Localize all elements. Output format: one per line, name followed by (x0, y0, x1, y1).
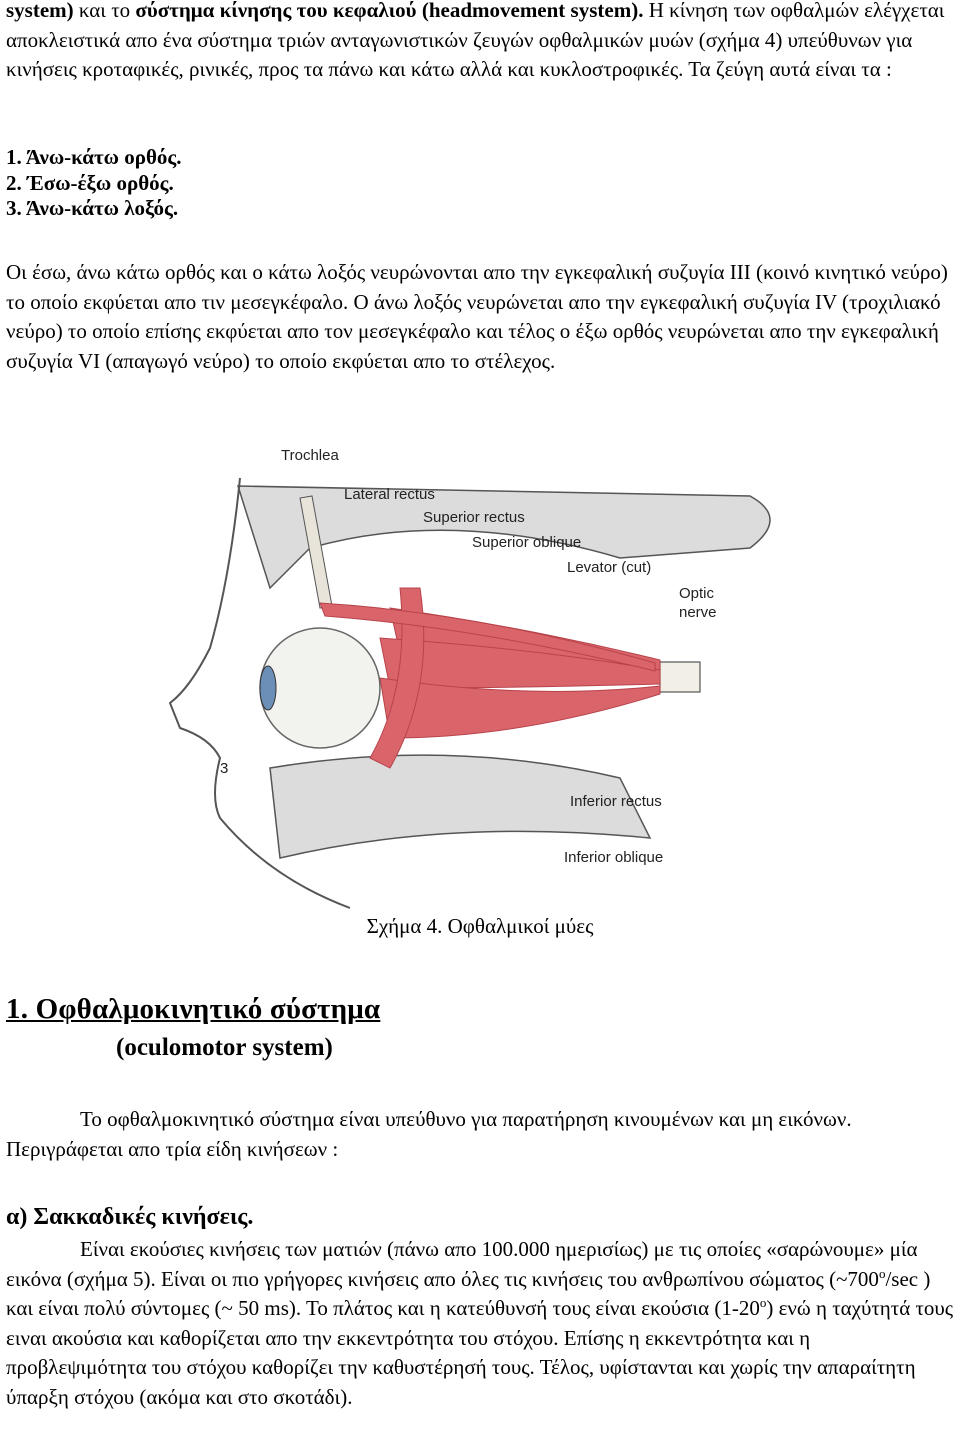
eye-muscles-figure (150, 438, 810, 910)
list-item: 3. Άνω-κάτω λοξός. (6, 196, 179, 220)
label-mark: 3 (220, 760, 229, 777)
section-title: 1. Οφθαλμοκινητικό σύστημα (6, 993, 381, 1025)
label-optic: Optic (679, 585, 715, 602)
iris (260, 666, 276, 710)
section-intro: Το οφθαλμοκινητικό σύστημα είναι υπεύθυνο για παρατήρηση κινουμένων και μη εικόνων. Περιγράφεται απο τρία είδη κινήσεων : (6, 1107, 852, 1161)
label-trochlea: Trochlea (281, 447, 339, 464)
optic-nerve (660, 662, 700, 692)
eyeball (260, 628, 380, 748)
paragraph-nerves: Οι έσω, άνω κάτω ορθός και ο κάτω λοξός νευρώνονται απο την εγκεφαλική συζυγία ΙΙΙ (κοινό κινητικό νεύρο) το οποίο εκφύεται απο τιν μεσεγκέφαλο. Ο άνω λοξός νευρώνεται απο την εγκεφαλική συζυγία ΙV (τροχιλιακό νεύρο) το οποίο επίσης εκφύεται απο τον μεσεγκέφαλο και τέλος ο έξω ορθός νευρώνεται απο την εγκεφαλική συζυγία VI (απαγωγό νεύρο) το οποίο εκφύεται απο το στέλεχος. (6, 260, 948, 373)
label-levator: Levator (cut) (567, 559, 652, 576)
label-superior-oblique: Superior oblique (472, 534, 582, 551)
paragraph-intro (6, 0, 956, 85)
figure-caption: Σχήμα 4. Οφθαλμικοί μύες (366, 914, 594, 938)
label-superior-rectus: Superior rectus (423, 509, 525, 526)
intro-text-body: Η κίνηση των οφθαλμών ελέγχεται αποκλειστικά απο ένα σύστημα τριών ανταγωνιστικών ζευγών οφθαλμικών μυών (σχήμα 4) υπεύθυνων για κινήσεις κροταφικές, ρινικές, προς τα πάνω και κάτω αλλά και κυκλοστροφικές. Τα ζεύγη αυτά είναι τα : (6, 0, 945, 81)
intro-bold-term: σύστημα κίνησης του κεφαλιού (headmovement system). (135, 0, 644, 22)
label-inferior-rectus: Inferior rectus (570, 793, 662, 810)
muscle-pairs-list (6, 145, 182, 222)
subsection-title: α) Σακκαδικές κινήσεις. (6, 1204, 254, 1230)
paragraph-saccades: Είναι εκούσιες κινήσεις των ματιών (πάνω απο 100.000 ημερισίως) με τις οποίες «σαρώνουμε» μία εικόνα (σχήμα 5). Είναι οι πιο γρήγορες κινήσεις απο όλες τις κινήσεις του ανθρωπίνου σώματος (~700$^o$/sec ) και είναι πολύ σύντομες (~ 50 ms). Το πλάτος και η κατεύθυνσή τους είναι εκούσια (1-20$^o$) ενώ η ταχύτητά τους ειναι ακούσια και καθορίζεται απο την εκκεντρότητα του στόχου. Επίσης η εκκεντρότητα και η προβλεψιμότητα του στόχου καθορίζει την καθυστέρησή τους. Τέλος, υφίστανται και χωρίς την απαραίτητη ύπαρξη στόχου (ακόμα και στο σκοτάδι). (6, 1237, 954, 1409)
list-item: 1. Άνω-κάτω ορθός. (6, 145, 182, 169)
list-item: 2. Έσω-έξω ορθός. (6, 170, 174, 195)
label-lateral-rectus: Lateral rectus (344, 486, 435, 503)
label-nerve: nerve (679, 604, 717, 621)
section-subtitle: (oculomotor system) (116, 1034, 333, 1061)
intro-bold-start: system) (6, 0, 74, 22)
label-inferior-oblique: Inferior oblique (564, 849, 664, 866)
intro-text-connector: και το (73, 0, 136, 22)
